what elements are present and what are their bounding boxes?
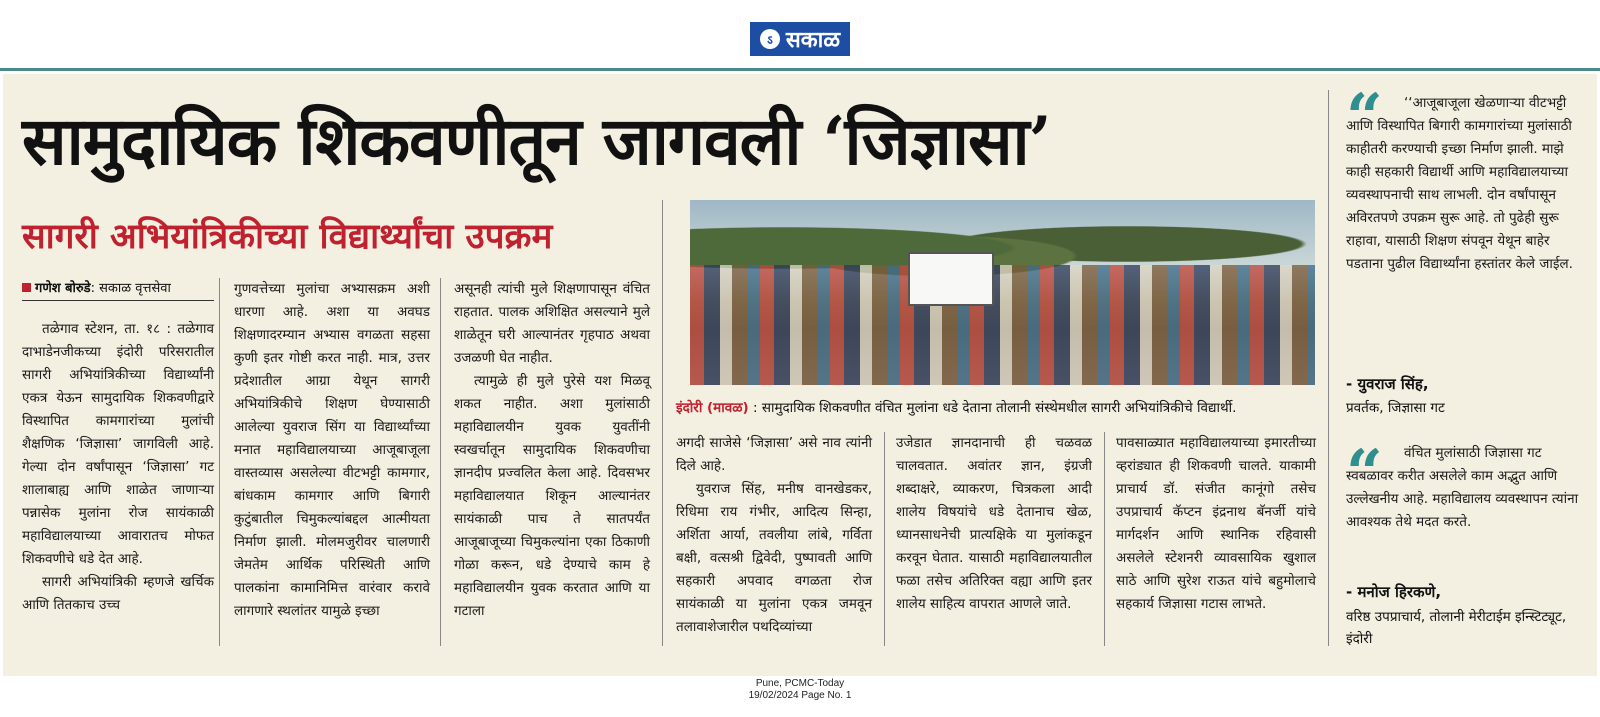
column-paragraph: युवराज सिंह, मनीष वानखेडकर, रिधिमा राय गंभीर, आदित्य सिन्हा, अर्शिता आर्या, तवलीया लांबे, गर्विता बक्षी, वत्सश्री द्विवेदी, पुष्पावती आणि सहकारी अपवाद वगळता रोज सायंकाळी या मुलांना एकत्र जमवून तलावाशेजारील पथदिव्यांच्या bbox=[676, 481, 872, 635]
footer-edition: Pune, PCMC-Today bbox=[755, 678, 845, 689]
column-paragraph: पावसाळ्यात महाविद्यालयाच्या इमारतीच्या व्हरांड्यात ही शिकवणी चालते. याकामी प्राचार्य डॉ. संजीत कानूंगो तसेच उपप्राचार्य कॅप्टन इंद्रनाथ बॅनर्जी यांचे मार्गदर्शन आणि स्थानिक रहिवासी असलेले स्टेशनरी व्यावसायिक खुशाल साठे आणि सुरेश राऊत यांचे बहुमोलाचे सहकार्य जिज्ञासा गटास लाभते. bbox=[1116, 435, 1316, 612]
caption-text: : सामुदायिक शिकवणीत वंचित मुलांना धडे देताना तोलानी संस्थेमधील सागरी अभियांत्रिकीचे विद्यार्थी. bbox=[748, 400, 1237, 416]
byline-author: गणेश बोरुडे bbox=[35, 281, 91, 296]
byline-source: : सकाळ वृत्तसेवा bbox=[90, 281, 171, 296]
column-paragraph: सागरी अभियांत्रिकी म्हणजे खर्चिक आणि तितकाच उच्च bbox=[22, 574, 214, 613]
column-paragraph: उजेडात ज्ञानदानाची ही चळवळ चालवतात. अवांतर ज्ञान, इंग्रजी शब्दाक्षरे, व्याकरण, चित्रकला आदी शालेय विषयांचे धडे देतानाच खेळ, ध्यानसाधनेची प्रात्यक्षिके या मुलांकडून करवून घेतात. यासाठी महाविद्यालयातील फळा तसेच अतिरिक्त वह्या आणि इतर शालेय साहित्य वापरात आणले जाते. bbox=[896, 435, 1092, 612]
article-headline: सामुदायिक शिकवणीतून जागवली ‘जिज्ञासा’ bbox=[22, 102, 1051, 180]
column-divider bbox=[219, 278, 220, 646]
masthead-logo bbox=[750, 22, 850, 56]
pull-quote-1 bbox=[1346, 92, 1582, 276]
quote-mark-icon: “ bbox=[1346, 436, 1383, 511]
photo-caption bbox=[676, 398, 1326, 416]
article-column-1 bbox=[22, 318, 214, 617]
photo-whiteboard bbox=[908, 252, 994, 306]
quote-text: वंचित मुलांसाठी जिज्ञासा गट स्वबळावर करीत असलेले काम अद्भुत आणि उल्लेखनीय आहे. महाविद्यालय व्यवस्थापन त्यांना आवश्यक तेथे मदत करते. bbox=[1346, 445, 1579, 530]
article-column-6 bbox=[1116, 432, 1316, 616]
quote-2-name: - मनोज हिरकणे, bbox=[1346, 583, 1442, 601]
column-paragraph: तळेगाव स्टेशन, ता. १८ : तळेगाव दाभाडेनजीकच्या इंदोरी परिसरातील सागरी अभियांत्रिकीच्या विद्यार्थ्यांनी एकत्र येऊन सामुदायिक शिकवणीद्वारे विस्थापित कामगारांच्या मुलांची शैक्षणिक ‘जिज्ञासा’ जागविली आहे. गेल्या दोन वर्षांपासून ‘जिज्ञासा’ गट शालाबाह्य आणि शाळेत जाणाऱ्या पन्नासेक मुलांना रोज सायंकाळी महाविद्यालयाच्या आवारातच मोफत शिकवणीचे धडे देत आहे. bbox=[22, 321, 214, 567]
article-subhead: सागरी अभियांत्रिकीच्या विद्यार्थ्यांचा उपक्रम bbox=[22, 217, 553, 257]
article-column-2 bbox=[234, 278, 430, 623]
footer-date-page: 19/02/2024 Page No. 1 bbox=[748, 690, 852, 701]
article-column-5 bbox=[896, 432, 1092, 616]
page-footer bbox=[700, 678, 900, 702]
quote-1-role: प्रवर्तक, जिज्ञासा गट bbox=[1346, 400, 1445, 416]
quote-text: ‘‘आजूबाजूला खेळणाऱ्या वीटभट्टी आणि विस्थापित बिगारी कामगारांच्या मुलांसाठी काहीतरी करण्याची इच्छा निर्माण झाली. माझे काही सहकारी विद्यार्थी आणि महाविद्यालयाच्या व्यवस्थापनाची साथ लाभली. दोन वर्षांपासून अविरतपणे उपक्रम सुरू आहे. तो पुढेही सुरू राहावा, यासाठी शिक्षण संपवून येथून बाहेर पडताना पुढील विद्यार्थ्यांना हस्तांतर केले जाईल. bbox=[1346, 95, 1573, 272]
byline-square-icon bbox=[22, 283, 31, 292]
column-divider bbox=[884, 432, 885, 646]
column-divider bbox=[1104, 432, 1105, 646]
quote-2-role: वरिष्ठ उपप्राचार्य, तोलानी मेरीटाईम इन्स्टिट्यूट, इंदोरी bbox=[1346, 609, 1567, 647]
article-photo bbox=[690, 200, 1315, 385]
article-column-3 bbox=[454, 278, 650, 623]
column-divider bbox=[440, 278, 441, 646]
masthead-text: सकाळ bbox=[785, 28, 841, 53]
column-paragraph: असूनही त्यांची मुले शिक्षणापासून वंचित राहतात. पालक अशिक्षित असल्याने मुले शाळेतून घरी आल्यानंतर गृहपाठ अथवा उजळणी घेत नाहीत. bbox=[454, 281, 650, 366]
logo-mark-icon: ऽ bbox=[760, 29, 780, 49]
quote-1-name: - युवराज सिंह, bbox=[1346, 375, 1429, 393]
column-paragraph: गुणवत्तेच्या मुलांचा अभ्यासक्रम अशी धारणा आहे. अशा या अवघड शिक्षणादरम्यान अभ्यास वगळता सहसा कुणी इतर गोष्टी करत नाही. मात्र, उत्तर प्रदेशातील आग्रा येथून सागरी अभियांत्रिकीचे शिक्षण घेण्यासाठी आलेल्या युवराज सिंग या विद्यार्थ्यांच्या मनात महाविद्यालयाच्या आजूबाजूला वास्तव्यास असलेल्या वीटभट्टी कामगार, बांधकाम कामगार आणि बिगारी कुटुंबातील चिमुकल्यांबद्दल आत्मीयता निर्माण झाली. मोलमजुरीवर चालणारी जेमतेम आर्थिक परिस्थिती आणि पालकांना कामानिमित्त वारंवार करावे लागणारे स्थलांतर यामुळे इच्छा bbox=[234, 281, 430, 619]
top-rule bbox=[0, 68, 1600, 71]
column-divider bbox=[1328, 90, 1329, 646]
column-paragraph: अगदी साजेसे ‘जिज्ञासा’ असे नाव त्यांनी दिले आहे. bbox=[676, 435, 872, 474]
photo-crowd bbox=[690, 265, 1315, 385]
caption-place: इंदोरी (मावळ) bbox=[676, 400, 749, 416]
column-paragraph: त्यामुळे ही मुले पुरेसे यश मिळवू शकत नाहीत. अशा मुलांसाठी महाविद्यालयीन युवक युवतींनी स्वखर्चातून सामुदायिक शिकवणीचा ज्ञानदीप प्रज्वलित केला आहे. दिवसभर महाविद्यालयात शिकून आल्यानंतर सायंकाळी पाच ते सातपर्यंत आजूबाजूच्या चिमुकल्यांना एका ठिकाणी गोळा करून, धडे देण्याचे काम हे महाविद्यालयीन युवक करतात आणि या गटाला bbox=[454, 373, 650, 619]
byline bbox=[22, 278, 214, 301]
quote-mark-icon: “ bbox=[1346, 80, 1383, 155]
article-column-4 bbox=[676, 432, 872, 639]
pull-quote-2 bbox=[1346, 436, 1582, 534]
column-divider bbox=[662, 200, 663, 646]
